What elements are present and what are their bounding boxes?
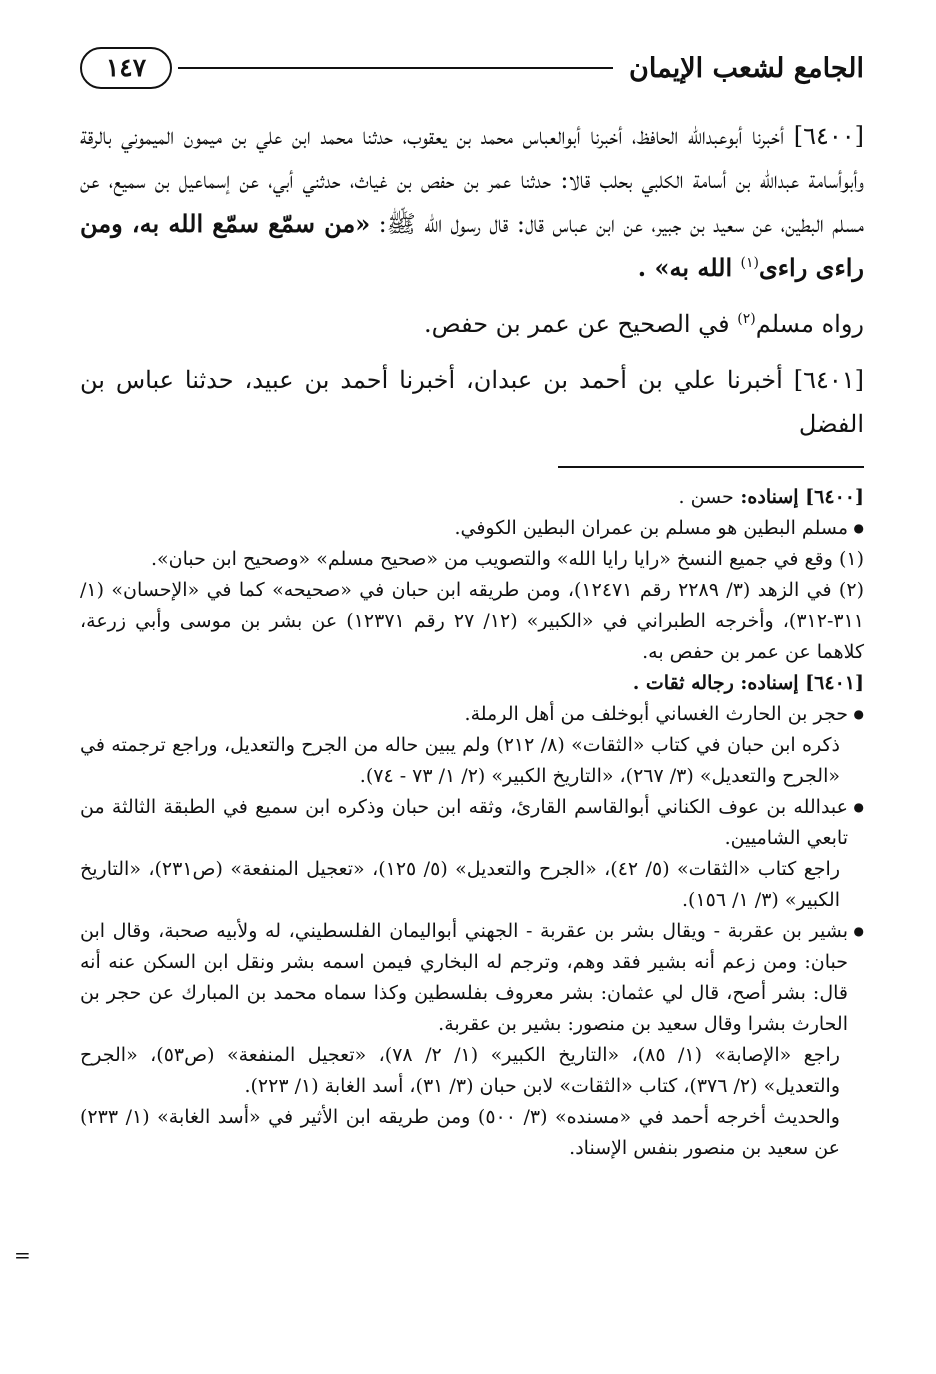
note-6401-heading (80, 668, 864, 699)
hadith-text-part1: «من سمّع سمّع الله به، ومن راءى راءى (80, 209, 864, 282)
note-6400-bullet: ● مسلم البطين هو مسلم بن عمران البطين الكوفي. (80, 513, 864, 544)
continuation-mark: = (14, 1243, 31, 1267)
main-text (80, 114, 864, 446)
note-6401-bullet-1: ● حجر بن الحارث الغساني أبوخلف من أهل الرملة. (80, 699, 864, 730)
footnotes (80, 482, 864, 1164)
note-6401-bullet-3: ● بشير بن عقربة - ويقال بشر بن عقربة - الجهني أبواليمان الفلسطيني، له ولأبيه صحبة، وقال ابن حبان: ومن زعم أنه بشير فقد وهم، وترجم له البخاري فيمن اسمه بشر ونقل ابن السكن عنه أنه قال: بشر أصح، قال لي عثمان: بشر معروف بفلسطين وكذا سماه محمد بن المبارك عن حجر بن الحارث بشرا وقال سعيد بن منصور: بشير بن عقربة. (80, 916, 864, 1040)
note-6401-bullet-3-detail: راجع «الإصابة» (١/ ٨٥)، «التاريخ الكبير» (١/ ٢/ ٧٨)، «تعجيل المنفعة» (ص٥٣)، «الجرح والتعديل» (٢/ ٣٧٦)، كتاب «الثقات» لابن حبان (٣/ ٣١)، أسد الغابة (١/ ٢٢٣). (80, 1044, 840, 1097)
page-number: ١٤٧ (80, 47, 172, 89)
note-6401-label: [٦٤٠١] إسناده: (733, 672, 864, 694)
muslim-text-a: رواه مسلم (755, 310, 864, 338)
footnote-1: (١) وقع في جميع النسخ «رايا رايا الله» والتصويب من «صحيح مسلم» «وصحيح ابن حبان». (150, 548, 864, 570)
note-6400-heading (80, 482, 864, 513)
note-6400-grade: حسن . (678, 486, 734, 508)
note-6400-label: [٦٤٠٠] إسناده: (733, 486, 864, 508)
muslim-text-b: في الصحيح عن عمر بن حفص. (424, 310, 738, 338)
note-6401-hadith-source: والحديث أخرجه أحمد في «مسنده» (٣/ ٥٠٠) ومن طريقه ابن الأثير في «أسد الغابة» (١/ ٢٣٣) عن سعيد بن منصور بنفس الإسناد. (80, 1106, 840, 1159)
header-rule (178, 67, 613, 69)
running-title: الجامع لشعب الإيمان (629, 52, 864, 84)
paragraph-6400 (80, 114, 864, 290)
paragraph-6401: [٦٤٠١] أخبرنا علي بن أحمد بن عبدان، أخبرنا أحمد بن عبيد، حدثنا عباس بن الفضل (80, 366, 864, 438)
note-6401-bullet-2: ● عبدالله بن عوف الكناني أبوالقاسم القارئ، وثقه ابن حبان وذكره ابن سميع في الطبقة الثالثة من تابعي الشاميين. (80, 792, 864, 854)
book-page (80, 38, 864, 1334)
footnote-ref-2[interactable]: (٢) (737, 311, 756, 327)
isnad-6400: [٦٤٠٠] أخبرنا أبوعبدالله الحافظ، أخبرنا أبوالعباس محمد بن يعقوب، حدثنا محمد ابن علي بن ميمون الميموني بالرقة وأبوأسامة عبدالله بن أسامة الكلبي بحلب قالا: حدثنا عمر بن حفص بن غياث، حدثني أبي، عن إسماعيل بن سميع، عن مسلم البطين، عن سعيد بن جبير، عن ابن عباس قال: قال رسول الله ﷺ: (80, 122, 865, 238)
footnote-separator (558, 466, 864, 468)
page-header (80, 38, 864, 98)
note-6401-bullet-2-detail: راجع كتاب «الثقات» (٥/ ٤٢)، «الجرح والتعديل» (٥/ ١٢٥)، «تعجيل المنفعة» (ص٢٣١)، «التاريخ الكبير» (٣/ ١/ ١٥٦). (80, 858, 841, 911)
hadith-text-part2: الله به» . (637, 253, 741, 282)
note-6401-bullet-1-detail: ذكره ابن حبان في كتاب «الثقات» (٨/ ٢١٢) ولم يبين حاله من الجرح والتعديل، وراجع ترجمته في «الجرح والتعديل» (٣/ ٢٦٧)، «التاريخ الكبير» (٢/ ١/ ٧٣ - ٧٤). (80, 734, 840, 787)
footnote-ref-1[interactable]: (١) (740, 255, 759, 271)
footnote-2: (٢) في الزهد (٣/ ٢٢٨٩ رقم ١٢٤٧١)، ومن طريقه ابن حبان في «صحيحه» كما في «الإحسان» (١/ ٣١١-٣١٢)، وأخرجه الطبراني في «الكبير» (١٢/ ٢٧ رقم ١٢٣٧١) عن بشر بن موسى وأبي زرعة، كلاهما عن عمر بن حفص به. (80, 579, 864, 663)
paragraph-muslim (80, 302, 864, 346)
note-6401-grade: رجاله ثقات . (632, 672, 734, 694)
